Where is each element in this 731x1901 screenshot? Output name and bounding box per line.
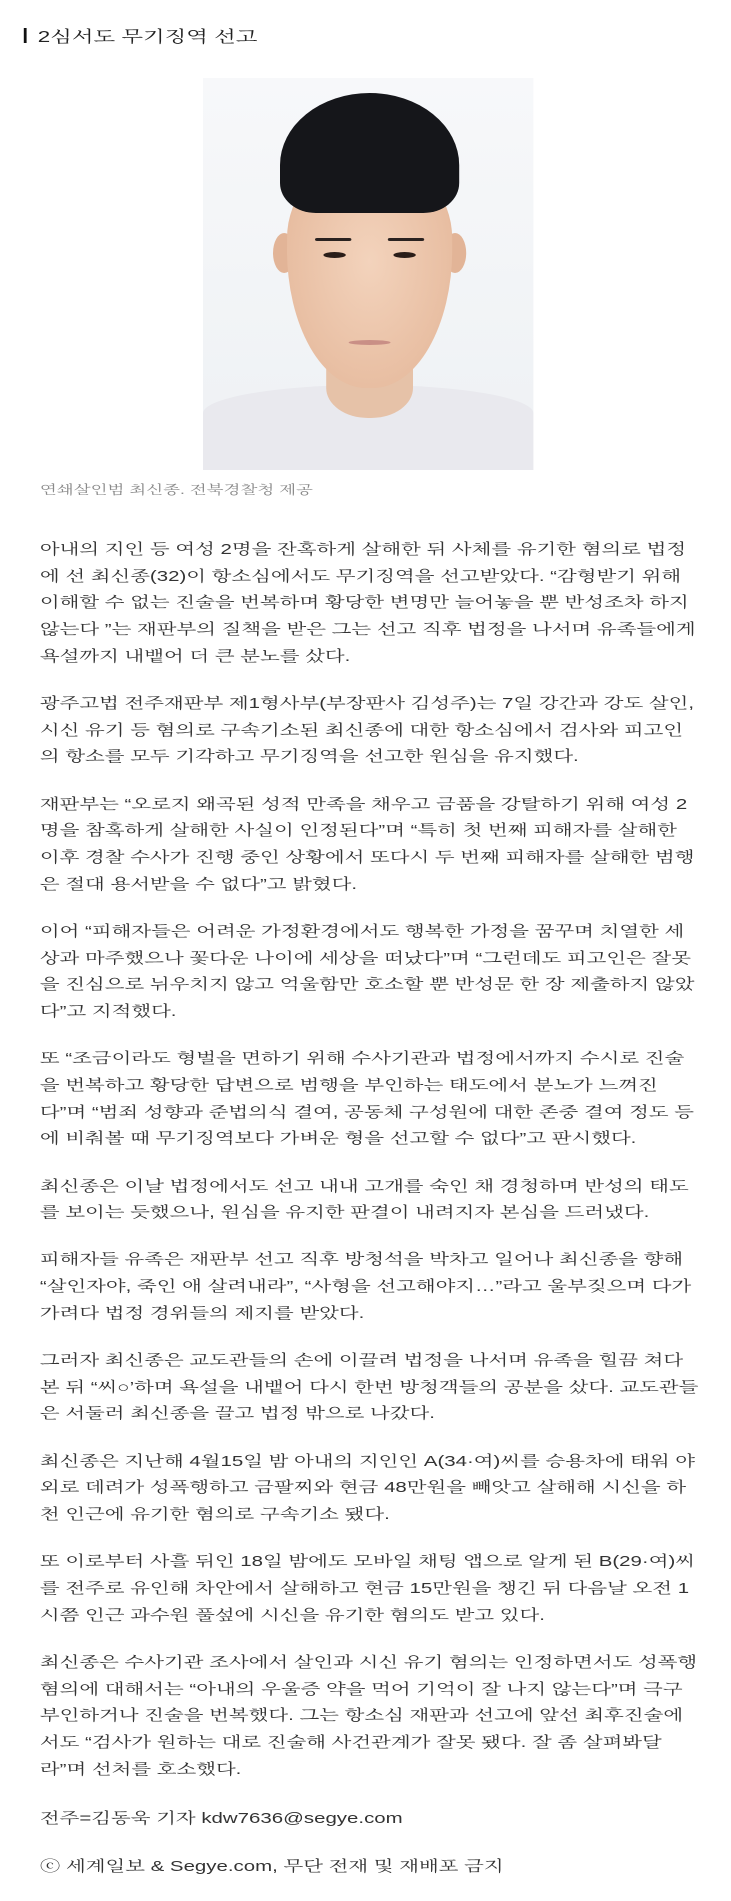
paragraph: 광주고법 전주재판부 제1형사부(부장판사 김성주)는 7일 강간과 강도 살인, 시신 유기 등 혐의로 구속기소된 최신종에 대한 항소심에서 검사와 피고인의 항소를 모두 기각하고 무기징역을 선고한 원심을 유지했다. bbox=[39, 696, 695, 766]
paragraph: 또 “조금이라도 형벌을 면하기 위해 수사기관과 법정에서까지 수시로 진술을 번복하고 황당한 답변으로 범행을 부인하는 태도에서 분노가 느껴진다”며 “범죄 성향과 준법의식 결여, 공동체 구성원에 대한 존중 결여 정도 등에 비춰볼 때 무기징역보다 가벼운 형을 선고할 수 없다”고 판시했다. bbox=[39, 1051, 695, 1148]
photo-brow bbox=[388, 238, 424, 241]
reporter-byline: 전주=김동욱 기자 kdw7636@segye.com bbox=[39, 1811, 403, 1828]
paragraph: 최신종은 수사기관 조사에서 살인과 시신 유기 혐의는 인정하면서도 성폭행 혐의에 대해서는 “아내의 우울증 약을 먹어 기억이 잘 나지 않는다”며 극구 부인하거나 진술을 번복했다. 그는 항소심 재판과 선고에 앞선 최후진술에서도 “검사가 원하는 대로 진술해 사건관계가 잘못 됐다. 잘 좀 살펴봐달라”며 선처를 호소했다. bbox=[39, 1654, 698, 1778]
subtitle-bar-marker bbox=[24, 28, 27, 43]
paragraph: 재판부는 “오로지 왜곡된 성적 만족을 채우고 금품을 강탈하기 위해 여성 2명을 참혹하게 살해한 사실이 인정된다”며 “특히 첫 번째 피해자를 살해한 이후 경찰 수사가 진행 중인 상황에서 또다시 두 번째 피해자를 살해한 범행은 절대 용서받을 수 없다”고 밝혔다. bbox=[39, 796, 695, 893]
copyright-notice: ⓒ 세계일보 & Segye.com, 무단 전재 및 재배포 금지 bbox=[39, 1858, 504, 1875]
suspect-photo bbox=[203, 78, 533, 470]
photo-eye bbox=[323, 252, 345, 258]
article-body bbox=[40, 537, 701, 1901]
photo-hair bbox=[280, 93, 459, 213]
photo-caption: 연쇄살인범 최신종. 전북경찰청 제공 bbox=[39, 483, 313, 497]
paragraph: 최신종은 지난해 4월15일 밤 아내의 지인인 A(34·여)씨를 승용차에 태워 야외로 데려가 성폭행하고 금팔찌와 현금 48만원을 빼앗고 살해해 시신을 하천 인근에 유기한 혐의로 구속기소 됐다. bbox=[39, 1453, 696, 1524]
photo-eye bbox=[393, 252, 415, 258]
photo-mouth bbox=[349, 340, 391, 345]
photo-brow bbox=[315, 238, 351, 241]
paragraph: 이어 “피해자들은 어려운 가정환경에서도 행복한 가정을 꿈꾸며 치열한 세상과 마주했으나 꽃다운 나이에 세상을 떠났다”며 “그런데도 피고인은 잘못을 진심으로 뉘우치지 않고 억울함만 호소할 뿐 반성문 한 장 제출하지 않았다”고 지적했다. bbox=[39, 923, 695, 1021]
paragraph: 최신종은 이날 법정에서도 선고 내내 고개를 숙인 채 경청하며 반성의 태도를 보이는 듯했으나, 원심을 유지한 판결이 내려지자 본심을 드러냈다. bbox=[39, 1178, 689, 1222]
subtitle-text: 2심서도 무기징역 선고 bbox=[37, 28, 258, 46]
paragraph: 또 이로부터 사흘 뒤인 18일 밤에도 모바일 채팅 앱으로 알게 된 B(29·여)씨를 전주로 유인해 차안에서 살해하고 현금 15만원을 챙긴 뒤 다음날 오전 1시쯤 인근 과수원 풀섶에 시신을 유기한 혐의도 받고 있다. bbox=[39, 1554, 695, 1624]
section-subtitle bbox=[24, 24, 258, 46]
paragraph: 아내의 지인 등 여성 2명을 잔혹하게 살해한 뒤 사체를 유기한 혐의로 법정에 선 최신종(32)이 항소심에서도 무기징역을 선고받았다. “감형받기 위해 이해할 수 없는 진술을 번복하며 황당한 변명만 늘어놓을 뿐 반성조차 하지 않는다 ”는 재판부의 질책을 받은 그는 선고 직후 법정을 나서며 유족들에게 욕설까지 내뱉어 더 큰 분노를 샀다. bbox=[39, 542, 696, 665]
paragraph: 그러자 최신종은 교도관들의 손에 이끌려 법정을 나서며 유족을 힐끔 쳐다본 뒤 “씨○’하며 욕설을 내뱉어 다시 한번 방청객들의 공분을 샀다. 교도관들은 서둘러 최신종을 끌고 법정 밖으로 나갔다. bbox=[39, 1353, 699, 1423]
paragraph: 피해자들 유족은 재판부 선고 직후 방청석을 박차고 일어나 최신종을 향해 “살인자야, 죽인 애 살려내라”, “사형을 선고해야지…”라고 울부짖으며 다가가려다 법정 경위들의 제지를 받았다. bbox=[39, 1252, 692, 1322]
